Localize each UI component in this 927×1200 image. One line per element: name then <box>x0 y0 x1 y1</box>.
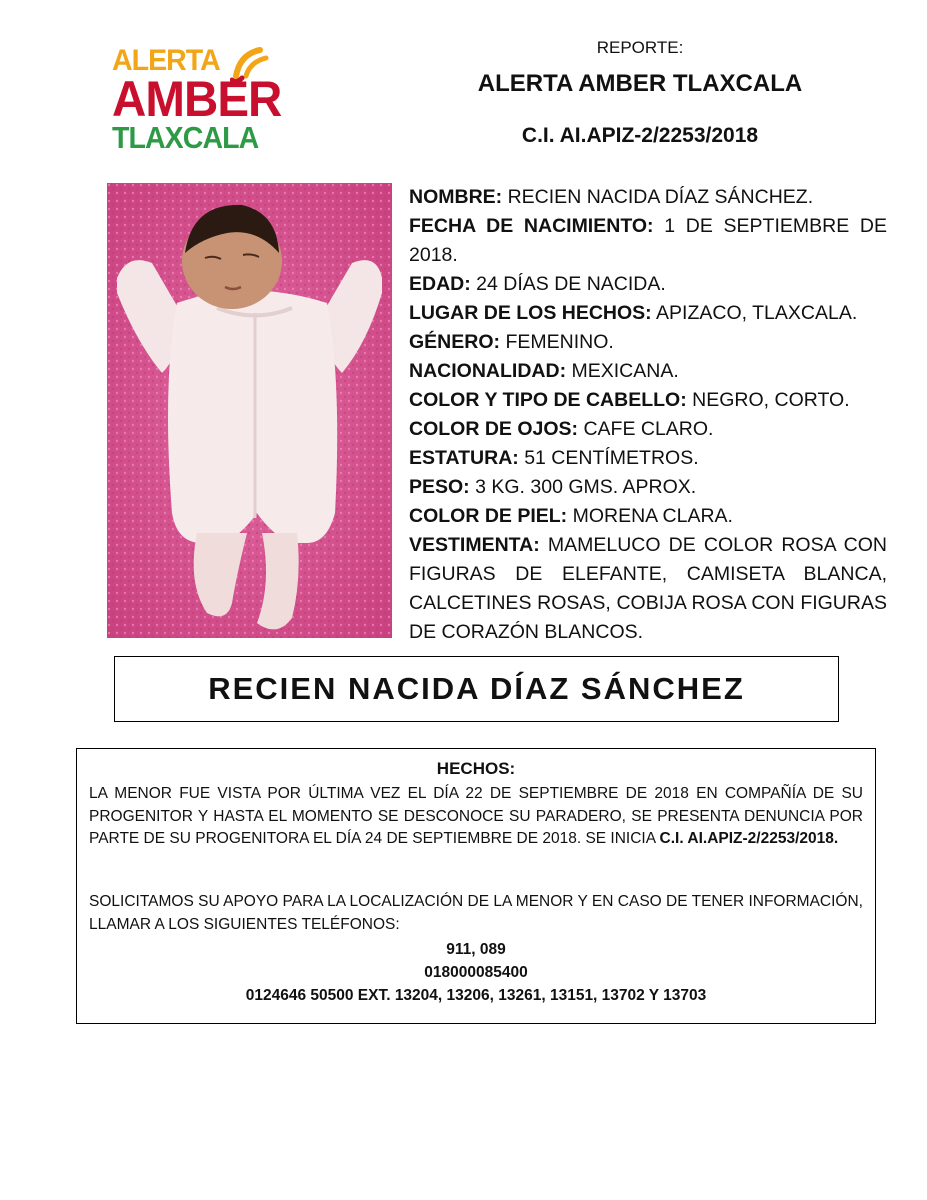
detail-row-piel: COLOR DE PIEL: MORENA CLARA. <box>409 505 733 527</box>
logo-word-tlaxcala: TLAXCALA <box>112 120 259 155</box>
detail-row-estatura: ESTATURA: 51 CENTÍMETROS. <box>409 447 699 469</box>
logo-word-alerta: ALERTA <box>112 44 220 77</box>
facts-title: HECHOS: <box>436 759 516 778</box>
phone-line: 018000085400 <box>424 964 528 981</box>
report-case-id: C.I. AI.APIZ-2/2253/2018 <box>521 124 759 147</box>
detail-row-cabello: COLOR Y TIPO DE CABELLO: NEGRO, CORTO. <box>409 389 850 411</box>
detail-row-peso: PESO: 3 KG. 300 GMS. APROX. <box>409 476 697 498</box>
detail-row-nombre: NOMBRE: RECIEN NACIDA DÍAZ SÁNCHEZ. <box>409 186 814 208</box>
detail-row-genero: GÉNERO: FEMENINO. <box>409 331 614 353</box>
report-title: ALERTA AMBER TLAXCALA <box>477 70 803 97</box>
detail-row-nacionalidad: NACIONALIDAD: MEXICANA. <box>409 360 679 382</box>
phone-line: 0124646 50500 EXT. 13204, 13206, 13261, 13151, 13702 Y 13703 <box>245 987 707 1004</box>
report-label: REPORTE: <box>596 38 684 57</box>
facts-box <box>76 748 876 1024</box>
alerta-amber-logo <box>112 44 282 158</box>
missing-child-photo <box>107 183 392 638</box>
name-banner-text: RECIEN NACIDA DÍAZ SÁNCHEZ <box>208 671 745 706</box>
detail-row-lugar: LUGAR DE LOS HECHOS: APIZACO, TLAXCALA. <box>409 302 858 324</box>
detail-row-vestimenta: VESTIMENTA: MAMELUCO DE COLOR ROSA CON FIGURAS DE ELEFANTE, CAMISETA BLANCA, CALCETINES ROSAS, COBIJA ROSA CON FIGURAS DE CORAZÓN BLANCOS. <box>409 534 887 643</box>
detail-row-edad: EDAD: 24 DÍAS DE NACIDA. <box>409 273 666 295</box>
facts-paragraph: LA MENOR FUE VISTA POR ÚLTIMA VEZ EL DÍA 22 DE SEPTIEMBRE DE 2018 EN COMPAÑÍA DE SU PROGENITOR Y HASTA EL MOMENTO SE DESCONOCE SU PARADERO, SE PRESENTA DENUNCIA POR PARTE DE SU PROGENITORA EL DÍA 24 DE SEPTIEMBRE DE 2018. SE INICIA C.I. AI.APIZ-2/2253/2018. <box>89 785 863 847</box>
logo-word-amber: AMBER <box>112 71 282 127</box>
phone-line: 911, 089 <box>446 941 506 958</box>
facts-case-id: C.I. AI.APIZ-2/2253/2018. <box>659 830 839 847</box>
support-request-paragraph: SOLICITAMOS SU APOYO PARA LA LOCALIZACIÓN DE LA MENOR Y EN CASO DE TENER INFORMACIÓN, LLAMAR A LOS SIGUIENTES TELÉFONOS: <box>89 893 863 933</box>
child-details <box>409 183 887 647</box>
detail-row-ojos: COLOR DE OJOS: CAFE CLARO. <box>409 418 714 440</box>
detail-row-fecha-nacimiento: FECHA DE NACIMIENTO: 1 DE SEPTIEMBRE DE 2018. <box>409 215 888 266</box>
name-banner <box>114 656 839 722</box>
